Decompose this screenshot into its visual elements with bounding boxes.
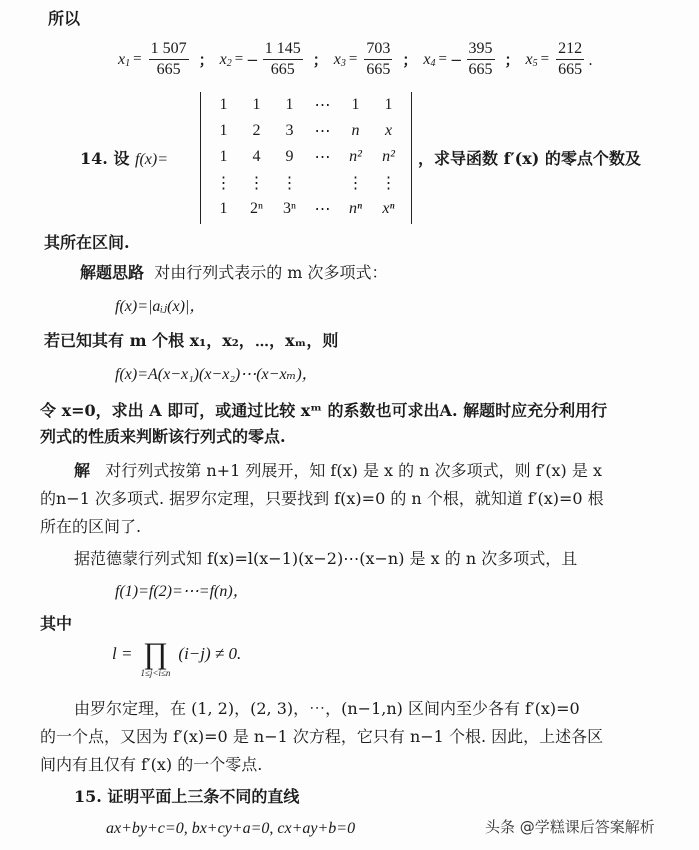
solution-p2-l1: 据范德蒙行列式知 f(x)=l(x−1)(x−2)⋯(x−n) 是 x 的 n 次多项式，且 [74,549,578,568]
problem-15-text: 15. 证明平面上三条不同的直线 [74,787,300,806]
solution-p3-l3: 间内有且仅有 f′(x) 的一个零点. [40,755,263,774]
root-var: $x_2$ [219,50,232,69]
root-var: $x_5$ [525,50,538,69]
problem-14-question-cont: 其所在区间. [44,233,130,252]
roots-equation: $x_1$ = $\frac{1 507}{665}$ ； $x_2$ = − $\frac{1 145}{665}$ ； $x_3$ = $\frac{703}{665}$ ； $x_4$ = − $\frac{395}{665}$ ； $x_5$ = $\frac{212}{665}$ . [118,40,593,78]
problem-14-question: ，求导函数 f′(x) 的零点个数及 [418,149,641,168]
root-var: $x_4$ [423,50,436,69]
matrix-row: 1 1 1 ⋯ 1 1 [219,96,393,114]
solution-p3-l2: 的一个点，又因为 f′(x)=0 是 n−1 次方程，它只有 n−1 个根. 因此，上述各区 [40,727,604,746]
intro-label: 所以 [48,9,81,28]
determinant-matrix [200,92,412,224]
where-label: 其中 [40,614,73,633]
thinking-line3: 令 x=0，求出 A 即可，或通过比较 xᵐ 的系数也可求出A. 解题时应充分利用行 [40,401,608,420]
matrix-row: ⋮ ⋮ ⋮ ⋮ ⋮ [215,175,397,192]
solution-heading: 解 [74,461,91,480]
fraction: $\frac{703}{665}$ [366,40,391,78]
matrix-row: 1 2 3 ⋯ n x [219,122,393,140]
problem-15-formula: ax+by+c=0, bx+cy+a=0, cx+ay+b=0 [106,820,356,837]
root-var: $x_3$ [333,50,346,69]
fraction: $\frac{1 507}{665}$ [150,40,187,78]
solution-p1-l1: 解 对行列式按第 n+1 列展开，知 f(x) 是 x 的 n 次多项式，则 f′(x) 是 x [74,461,602,480]
fraction: $\frac{212}{665}$ [558,40,583,78]
watermark: 头条 @学糕课后答案解析 [485,818,655,836]
root-var: $x_1$ [118,50,131,69]
matrix-row: 1 4 9 ⋯ n² n² [219,148,395,166]
matrix-row: 1 2ⁿ 3ⁿ ⋯ nⁿ xⁿ [219,200,395,218]
problem-14-lead: 14. 设 f(x)= [80,149,169,168]
solution-p1-l3: 所在的区间了. [40,517,142,536]
thinking-paragraph: 解题思路 对由行列式表示的 m 次多项式： [80,263,388,282]
formula-factored: f(x)=A(x−x₁)(x−x₂)⋯(x−xₘ)， [115,366,318,383]
product-symbol: ∏ [143,637,168,670]
solution-p3-l1: 由罗尔定理，在 (1, 2)，(2, 3)，⋯，(n−1,n) 区间内至少各有 f′(x)=0 [74,699,580,718]
formula-equal-values: f(1)=f(2)=⋯=f(n)， [115,583,249,600]
fraction: $\frac{395}{665}$ [468,40,493,78]
formula-det: f(x)=|aᵢⱼ(x)|， [115,298,206,315]
thinking-heading: 解题思路 [80,263,145,282]
solution-p1-l2: 的n−1 次多项式. 据罗尔定理，只要找到 f(x)=0 的 n 个根，就知道 f′(x)=0 根 [40,489,604,508]
thinking-line4: 列式的性质来判断该行列式的零点. [40,427,286,446]
fraction: $\frac{1 145}{665}$ [264,40,301,78]
product-formula: l = ∏ 1≤j<i≤n (i−j) ≠ 0. [112,637,242,678]
thinking-line2: 若已知其有 m 个根 x₁，x₂，⋯，xₘ，则 [44,331,339,350]
